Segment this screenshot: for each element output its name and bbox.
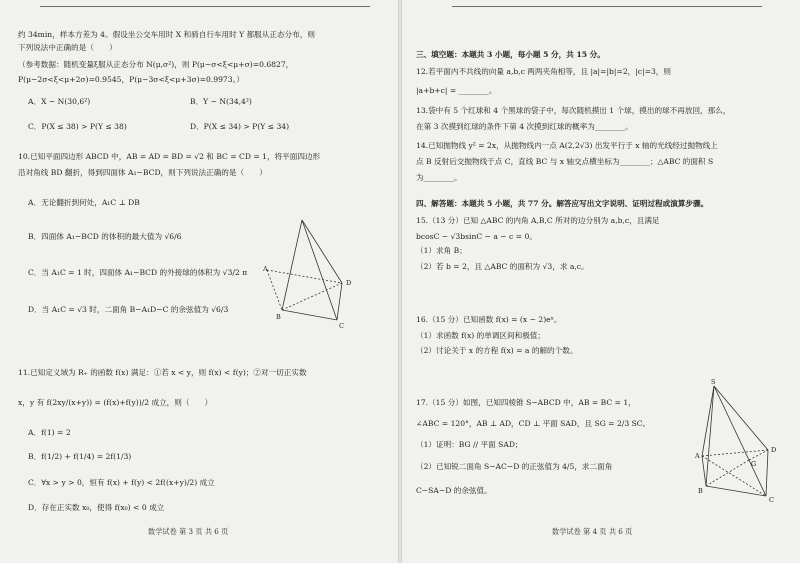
q16-line: 16.（15 分）已知函数 f(x) = (x − 2)eˣ。 [416, 315, 562, 324]
q9-option-d: D．P(X ≤ 34) > P(Y ≤ 34) [190, 122, 290, 131]
q11-line: x，y 有 f(2xy/(x+y)) = (f(x)+f(y))/2 成立，则（ ） [18, 398, 213, 407]
q11-option-a: A．f(1) = 2 [28, 428, 71, 437]
label-a: A [263, 265, 268, 273]
edge-a-b [282, 220, 302, 310]
right-page [402, 0, 800, 563]
q9-option-b: B．Y ~ N(34,4²) [190, 97, 252, 106]
edge-a-d [302, 220, 342, 283]
q9-option-c: C．P(X ≤ 38) > P(Y ≤ 38) [28, 122, 127, 131]
label-c: C [769, 496, 774, 503]
q15-line: （1）求角 B； [416, 246, 467, 255]
label-b: B [698, 487, 703, 495]
q11-line: 11.已知定义域为 R₊ 的函数 f(x) 满足：①若 x < y，则 f(x) < f(y)；②对一切正实数 [18, 368, 307, 377]
edge-a-d [702, 450, 768, 456]
q14-line: 14.已知抛物线 y² = 2x，从抛物线内一点 A(2,2√3) 出发平行于 x 轴的光线经过抛物线上 [416, 141, 718, 150]
edge-a1-d [267, 270, 342, 283]
top-rule [40, 6, 370, 7]
page-footer: 数学试卷 第 4 页 共 6 页 [552, 527, 633, 536]
q14-line: 为________。 [416, 173, 462, 182]
q12-line: 12.若平面内不共线的向量 a,b,c 两两夹角相等，且 |a|=|b|=2，|c|=3，则 [416, 67, 671, 76]
edge-b-c [706, 486, 766, 496]
label-g: G [751, 460, 757, 468]
label-d: D [346, 279, 352, 287]
q11-option-d: D．存在正实数 x₀，使得 f(x₀) < 0 成立 [28, 503, 165, 512]
q17-line: （2）已知锐二面角 S−AC−D 的正弦值为 4/5，求二面角 [416, 462, 613, 471]
q15-line: （2）若 b = 2，且 △ABC 的面积为 √3，求 a,c。 [416, 262, 589, 271]
q9-line: P(μ−2σ<ξ<μ+2σ)=0.9545，P(μ−3σ<ξ<μ+3σ)=0.9973。） [18, 75, 244, 84]
q13-line: 13.袋中有 5 个红球和 4 个黑球的袋子中，每次随机摸出 1 个球，摸出的球不再放回，那么， [416, 106, 731, 115]
q11-option-c: C．∀x > y > 0，恒有 f(x) + f(y) < 2f((x+y)/2) 成立 [28, 478, 215, 487]
q9-line: 下列说法中正确的是（ ） [18, 43, 117, 52]
q17-line: C−SA−D 的余弦值。 [416, 486, 492, 495]
q11-option-b: B．f(1/2) + f(1/4) = 2f(1/3) [28, 452, 132, 461]
q10-option-b: B．四面体 A₁−BCD 的体积的最大值为 √6/6 [28, 232, 182, 241]
q17-line: 17.（15 分）如图，已知四棱锥 S−ABCD 中，AB = BC = 1， [416, 398, 636, 407]
q16-line: （2）讨论关于 x 的方程 f(x) = a 的解的个数。 [416, 346, 578, 355]
q17-line: （1）证明：BG // 平面 SAD； [416, 440, 523, 449]
q17-pyramid-figure [684, 378, 784, 503]
label-b: B [276, 313, 281, 321]
q14-line: 点 B 反射后交抛物线于点 C，直线 BC 与 x 轴交点横坐标为________；△ABC 的面积 S [416, 157, 714, 166]
q10-line: 10.已知平面四边形 ABCD 中，AB = AD = BD = √2 和 BC = CD = 1，将平面四边形 [18, 152, 321, 161]
q15-line: bcosC − √3bsinC − a − c = 0。 [416, 232, 537, 241]
edge-b-c [282, 310, 337, 320]
q12-line: |a+b+c| = ________。 [416, 86, 497, 95]
label-a: A [695, 452, 700, 460]
edge-a1-b [267, 270, 282, 310]
edge-b-d [282, 283, 342, 310]
label-c: C [339, 322, 344, 330]
q16-line: （1）求函数 f(x) 的单调区间和极值； [416, 331, 545, 340]
edge-c-d [766, 450, 768, 496]
q10-option-a: A．无论翻折到何处，A₁C ⊥ DB [28, 198, 140, 207]
q10-option-c: C．当 A₁C = 1 时，四面体 A₁−BCD 的外接球的体积为 √3/2 π [28, 268, 248, 277]
section-4-title: 四、解答题：本题共 5 小题，共 77 分。解答应写出文字说明、证明过程或演算步骤。 [416, 199, 709, 208]
label-d: D [771, 446, 777, 454]
q9-line: 约 34min，样本方差为 4。假设坐公交车用时 X 和骑自行车用时 Y 都服从正态分布，则 [18, 30, 315, 39]
edge-a-b [702, 456, 706, 486]
edge-g-d [749, 450, 768, 460]
q10-tetrahedron-figure [262, 215, 362, 330]
section-3-title: 三、填空题：本题共 3 小题，每小题 5 分，共 15 分。 [416, 50, 605, 59]
edge-s-b [706, 386, 714, 486]
left-page [0, 0, 398, 563]
q9-line: （参考数据：随机变量ξ服从正态分布 N(μ,σ²)，则 P(μ−σ<ξ<μ+σ)=0.6827， [18, 60, 294, 69]
q10-line: 沿对角线 BD 翻折，得到四面体 A₁−BCD，则下列说法正确的是（ ） [18, 168, 267, 177]
edge-s-a [702, 386, 714, 456]
q10-option-d: D．当 A₁C = √3 时，二面角 B−A₁D−C 的余弦值为 √6/3 [28, 305, 229, 314]
q13-line: 在第 3 次摸到红球的条件下第 4 次摸到红球的概率为________。 [416, 122, 633, 131]
q9-option-a: A．X ~ N(30,6²) [28, 97, 91, 106]
edge-s-d [714, 386, 768, 450]
edge-c-d [337, 283, 342, 320]
label-s: S [711, 378, 716, 386]
edge-b-g [706, 460, 749, 486]
q17-line: ∠ABC = 120°，AB ⊥ AD，CD ⊥ 平面 SAD，且 SG = 2/3 SC。 [416, 419, 651, 428]
q15-line: 15.（13 分）已知 △ABC 的内角 A,B,C 所对的边分别为 a,b,c，且满足 [416, 216, 660, 225]
page-footer: 数学试卷 第 3 页 共 6 页 [148, 527, 229, 536]
top-rule [452, 6, 762, 7]
edge-a-c [302, 220, 337, 320]
